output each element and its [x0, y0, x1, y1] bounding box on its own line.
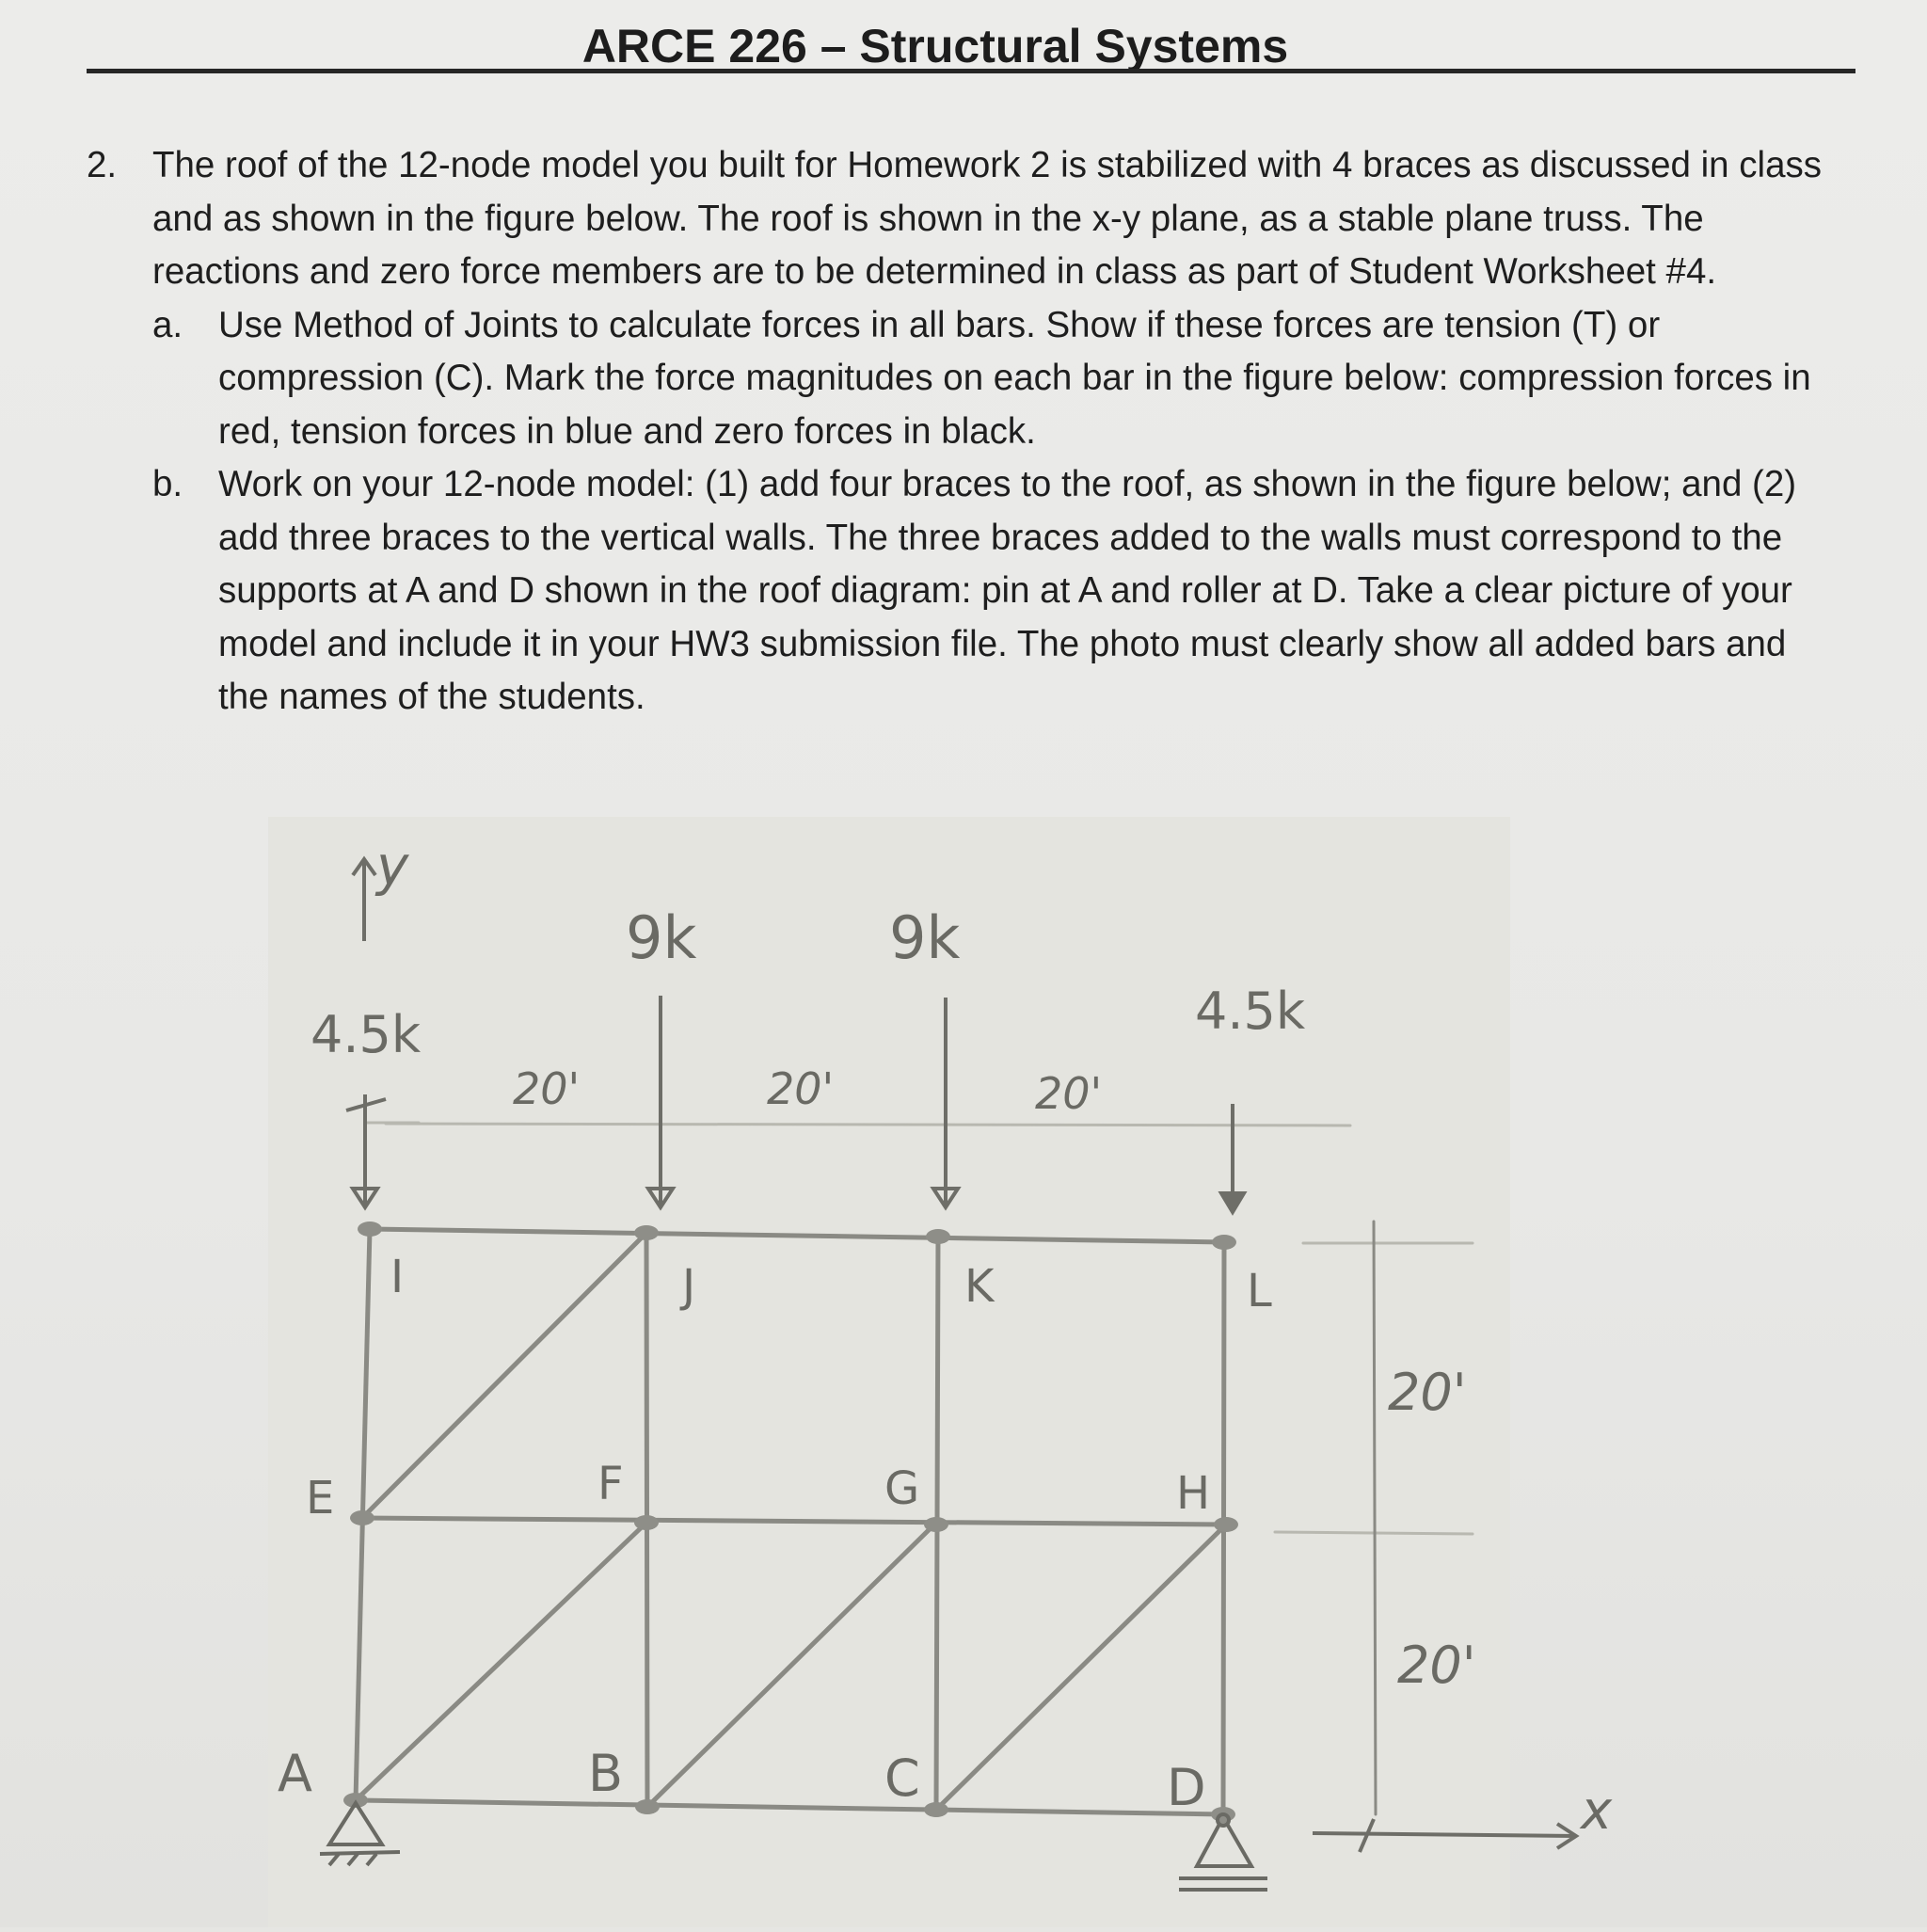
member-AD	[356, 1800, 1223, 1814]
pin-hatch-2	[348, 1854, 358, 1865]
node-G	[924, 1517, 948, 1532]
node-label-I: I	[390, 1251, 405, 1303]
node-E	[350, 1510, 374, 1525]
span-dim-3: 20'	[1035, 1068, 1103, 1119]
x-axis-arrow	[1313, 1833, 1576, 1836]
span-dimension-line	[386, 1124, 1350, 1126]
node-label-F: F	[597, 1458, 624, 1510]
supports	[320, 1803, 1267, 1890]
pin-hatch-3	[367, 1854, 376, 1865]
node-F	[634, 1515, 659, 1530]
part-a	[87, 299, 1846, 459]
node-label-K: K	[964, 1260, 995, 1313]
figure-labels	[278, 834, 1613, 1842]
member-EH	[362, 1518, 1226, 1525]
load-arrows	[346, 859, 1576, 1852]
load-label-J: 9k	[626, 903, 697, 972]
part-b-label: b.	[152, 464, 183, 504]
question-text: The roof of the 12-node model you built for Homework 2 is stabilized with 4 braces as discussed in class and as shown in the figure below. The roof is shown in the x-y plane, as a stable plane truss. The reactions and zero force members are to be determined in class as part of Student Worksheet #4.	[152, 145, 1823, 292]
node-B	[635, 1799, 660, 1814]
node-I	[358, 1221, 382, 1237]
node-L	[1212, 1235, 1236, 1250]
title-rule	[87, 69, 1855, 73]
node-label-C: C	[884, 1748, 920, 1808]
node-K	[926, 1229, 950, 1244]
node-H	[1214, 1517, 1238, 1532]
pin-support-A-ground	[320, 1852, 400, 1854]
load-label-L: 4.5k	[1195, 982, 1306, 1041]
height-dim-2: 20'	[1397, 1636, 1476, 1695]
part-a-label: a.	[152, 304, 183, 345]
node-label-D: D	[1167, 1758, 1206, 1817]
truss-diagram	[268, 817, 1613, 1927]
node-label-E: E	[306, 1472, 335, 1525]
course-title: ARCE 226 – Structural Systems	[581, 20, 1289, 72]
node-label-G: G	[884, 1462, 920, 1515]
x-axis-label: x	[1581, 1780, 1613, 1842]
pin-support-A	[329, 1803, 382, 1844]
node-label-B: B	[588, 1744, 624, 1803]
question-stem	[87, 139, 1846, 299]
part-a-text: Use Method of Joints to calculate forces in all bars. Show if these forces are tension (T) or compression (C). Mark the force magnitudes on each bar in the figure below: compression forces in red, tension forces in blue and zero forces in black.	[218, 304, 1811, 452]
height-dimension-line	[1374, 1221, 1376, 1814]
load-label-I: 4.5k	[311, 1005, 422, 1064]
node-label-J: J	[682, 1260, 696, 1313]
part-b-text: Work on your 12-node model: (1) add four braces to the roof, as shown in the figure below; and (2) add three braces to the vertical walls. The three braces added to the walls must correspond to the supports at A and D shown in the roof diagram: pin at A and roller at D. Take a clear picture of your model and include it in your HW3 submission file. The photo must clearly show all added bars and the names of the students.	[218, 464, 1797, 717]
pin-hatch-1	[329, 1854, 339, 1865]
node-J	[634, 1225, 659, 1240]
question-number: 2.	[87, 145, 118, 185]
node-label-H: H	[1176, 1467, 1211, 1520]
load-label-K: 9k	[889, 903, 961, 972]
span-dim-2: 20'	[767, 1063, 835, 1114]
load-arrow-L-head	[1221, 1193, 1244, 1212]
part-b	[87, 458, 1846, 725]
member-IL	[370, 1229, 1224, 1242]
height-dim-1: 20'	[1388, 1363, 1467, 1422]
roller-support-D-pin	[1218, 1814, 1229, 1826]
node-label-L: L	[1247, 1265, 1272, 1317]
y-axis-label: y	[376, 834, 409, 898]
span-dim-1: 20'	[513, 1063, 581, 1114]
question-2	[87, 139, 1846, 725]
node-C	[924, 1802, 948, 1817]
truss-figure	[268, 817, 1613, 1927]
node-label-A: A	[278, 1744, 312, 1803]
